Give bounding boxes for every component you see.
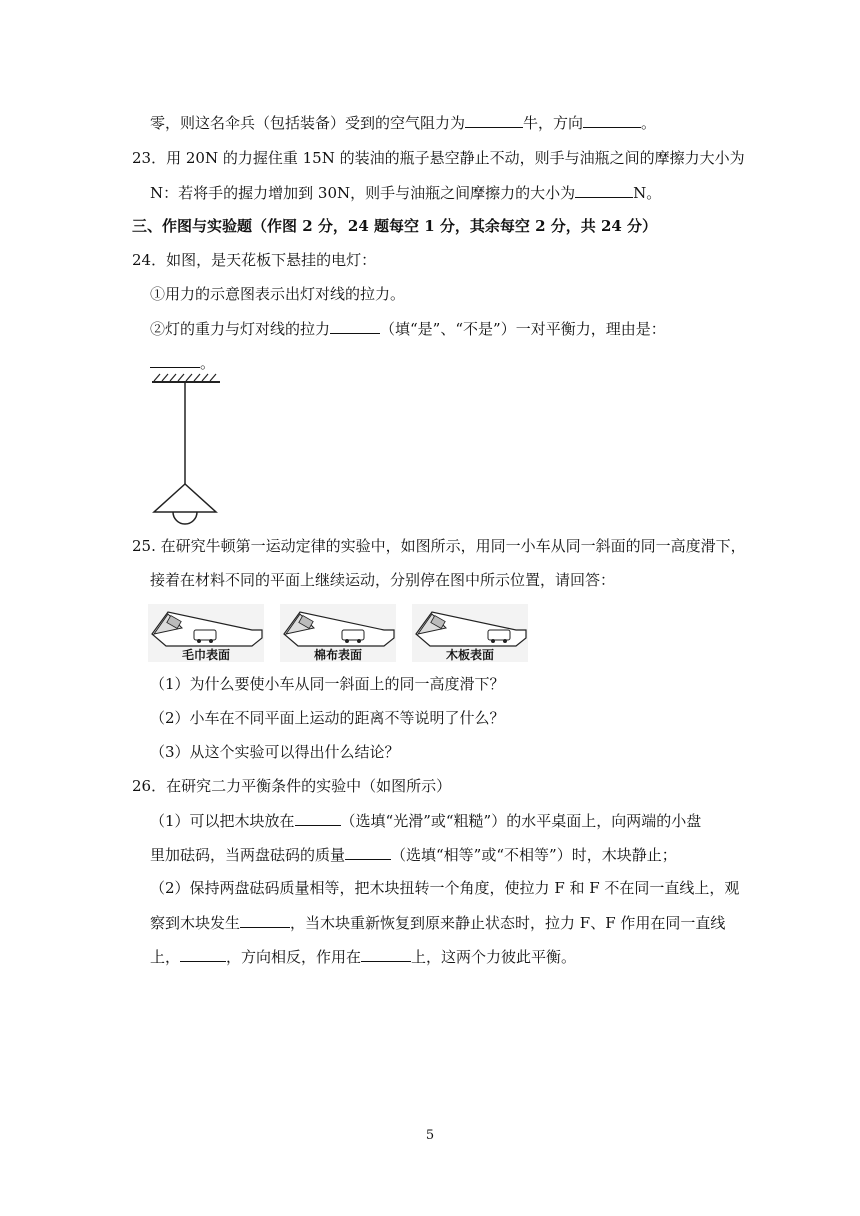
- q22-blank-direction[interactable]: [583, 112, 641, 128]
- q22-tail-line: [150, 112, 656, 133]
- lamp-shade: [154, 484, 216, 512]
- q24-reason-end: 。: [200, 354, 216, 372]
- q23-line1: 23．用 20N 的力握住重 15N 的装油的瓶子悬空静止不动，则手与油瓶之间的摩擦力大小为: [132, 149, 745, 167]
- surface-label-wood: 木板表面: [445, 648, 495, 662]
- q25-sub1: （1）为什么要使小车从同一斜面上的同一高度滑下？: [150, 675, 505, 693]
- surface-label-towel: 毛巾表面: [181, 648, 231, 662]
- q22-text-c: 。: [641, 114, 657, 132]
- q23-text-b: N。: [633, 184, 662, 202]
- q26-blank-surface[interactable]: [295, 810, 341, 826]
- q24-reason-line: [150, 352, 215, 373]
- q22-blank-force[interactable]: [465, 112, 523, 128]
- surface-label-cotton: 棉布表面: [313, 648, 363, 662]
- q24-blank-balance[interactable]: [330, 318, 380, 334]
- q26-p1-line1: [150, 810, 701, 831]
- q26-p1-text-a: （1）可以把木块放在: [150, 812, 295, 830]
- q26-blank-magnitude[interactable]: [180, 946, 226, 962]
- q25-stem-line2: 接着在材料不同的平面上继续运动，分别停在图中所示位置，请回答：: [150, 571, 616, 589]
- q25-stem-line1: 25. 在研究牛顿第一运动定律的实验中，如图所示，用同一小车从同一斜面的同一高度滑下，: [132, 537, 746, 555]
- q26-p1-text-b: （选填“光滑”或“粗糙”）的水平桌面上，向两端的小盘: [340, 812, 702, 830]
- q23-text-a: N：若将手的握力增加到 30N，则手与油瓶之间摩擦力的大小为: [150, 184, 576, 202]
- q26-blank-object[interactable]: [361, 946, 411, 962]
- q24-part2: [150, 318, 666, 339]
- q26-blank-mass[interactable]: [345, 844, 391, 860]
- q24-part1: ①用力的示意图表示出灯对线的拉力。: [150, 285, 406, 303]
- ceiling-hatching: [154, 374, 216, 381]
- q24-stem: 24．如图，是天花板下悬挂的电灯：: [132, 251, 377, 269]
- q23-blank-friction[interactable]: [575, 182, 633, 198]
- q26-blank-rotation[interactable]: [240, 912, 290, 928]
- q26-p2-line3: [150, 946, 576, 967]
- lamp-bulb: [173, 512, 197, 524]
- q22-text-a: 零，则这名伞兵（包括装备）受到的空气阻力为: [150, 114, 466, 132]
- q26-p2-text-c: ，当木块重新恢复到原来静止状态时，拉力 F、F 作用在同一直线: [290, 914, 726, 932]
- q24-blank-reason[interactable]: [150, 352, 200, 368]
- page-number: 5: [425, 1128, 435, 1143]
- q26-p2-text-e: ，方向相反，作用在: [226, 948, 362, 966]
- surfaces-experiment-figure: [148, 604, 528, 662]
- q22-text-b: 牛，方向: [523, 114, 584, 132]
- q26-p1-text-c: 里加砝码，当两盘砝码的质量: [150, 846, 346, 864]
- q26-p2-line1: （2）保持两盘砝码质量相等，把木块扭转一个角度，使拉力 F 和 F 不在同一直线上，观: [150, 879, 740, 897]
- q26-p1-text-d: （选填“相等”或“不相等”）时，木块静止；: [391, 846, 677, 864]
- q26-p2-line2: [150, 912, 725, 933]
- q25-sub2: （2）小车在不同平面上运动的距离不等说明了什么？: [150, 709, 505, 727]
- q25-sub3: （3）从这个实验可以得出什么结论？: [150, 743, 400, 761]
- q24-part2-text-b: （填“是”、“不是”）一对平衡力，理由是：: [380, 320, 666, 338]
- q26-p2-text-d: 上，: [150, 948, 181, 966]
- q26-stem: 26．在研究二力平衡条件的实验中（如图所示）: [132, 777, 452, 795]
- q24-part2-text-a: ②灯的重力与灯对线的拉力: [150, 320, 331, 338]
- hanging-lamp-figure: [146, 372, 226, 532]
- q23-line2: [150, 182, 661, 203]
- section3-heading: 三、作图与实验题（作图 2 分，24 题每空 1 分，其余每空 2 分，共 24 分）: [132, 217, 658, 235]
- q26-p2-text-f: 上，这两个力彼此平衡。: [411, 948, 577, 966]
- q26-p1-line2: [150, 844, 677, 865]
- q26-p2-text-b: 察到木块发生: [150, 914, 241, 932]
